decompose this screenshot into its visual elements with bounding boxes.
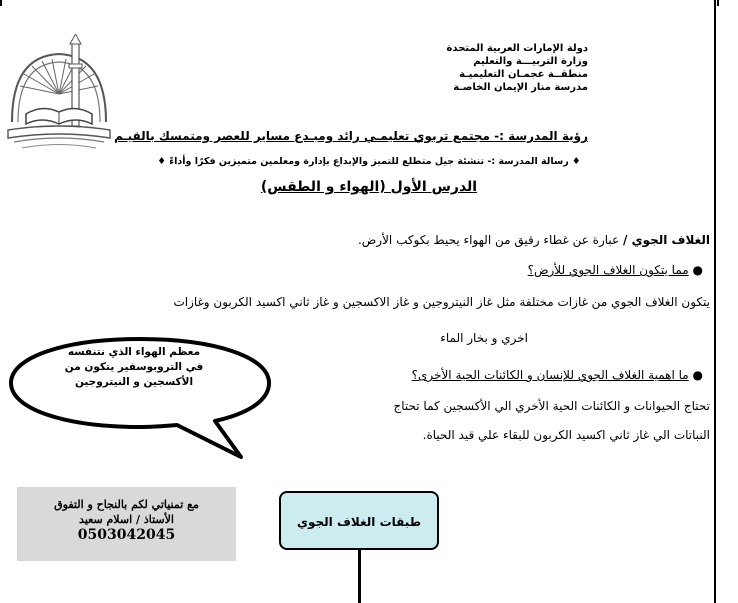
question-1-text: مما يتكون الغلاف الجوي للأرض؟ [527,263,689,277]
speech-bubble-text [20,345,248,390]
header-line-country: دولة الإمارات العربية المتحدة [446,43,588,54]
header-line-school: مدرسة منار الإيمان الخاصـة [453,82,588,93]
school-header [328,42,588,94]
question-2-text: ما اهمية الغلاف الجوي للإنسان و الكائنات الحية الأخرى؟ [411,368,689,382]
question-2 [412,368,703,382]
header-line-zone: منطقــة عجمـان التعليميـة [459,69,588,80]
school-vision [114,129,588,143]
page-frame-top [0,0,719,6]
answer-1-line-2: اخري و بخار الماء [440,331,528,345]
bullet-icon: ● [688,368,703,382]
contact-wishes: مع تمنياتي لكم بالنجاح و التفوق [54,498,199,511]
header-line-ministry: وزارة التربيـــة والتعليم [473,56,588,67]
vision-text: مجتمع تربوي تعليمـي رائد ومبـدع مساير للعصر ومتمسك بالقيـم [114,129,490,143]
layers-connector-line [358,550,361,603]
answer-1-line-1: يتكون الغلاف الجوي من غازات مختلفة مثل غاز النيتروجين و غاز الاكسجين و غاز ثاني اكسيد الكربون وغازات [173,295,710,309]
answer-2-line-2: النباتات الي غاز ثاني اكسيد الكربون للبقاء علي قيد الحياة. [422,428,710,442]
vision-label: رؤية المدرسة :- [494,129,588,143]
definition-term: الغلاف الجوي / [623,233,710,247]
school-mission: ♦ رسالة المدرسة :- تنشئة جيل متطلع للتميز والإبداع بإدارة ومعلمين متميزين فكرًا وأداءً ♦ [157,156,581,167]
bubble-line-2: في التروبوسفير يتكون من [64,361,204,373]
page-right-border [714,0,716,603]
teacher-contact-box [17,487,236,561]
answer-2-line-1: تحتاج الحيوانات و الكائنات الحية الأخري الي الأكسجين كما تحتاج [393,399,710,413]
school-logo-icon [4,34,114,152]
lesson-title: الدرس الأول (الهواء و الطقس) [260,179,478,195]
definition-paragraph [358,233,710,247]
definition-text: عبارة عن غطاء رقيق من الهواء يحيط بكوكب الأرض. [357,233,624,247]
question-1 [528,263,703,277]
bubble-line-3: الأكسجين و النيتروجين [74,376,194,388]
bubble-line-1: معظم الهواء الذي نتنفسه [67,346,201,358]
contact-teacher-name: الأستاذ / اسلام سعيد [79,513,174,526]
atmosphere-layers-box: طبقات الغلاف الجوي [279,491,439,550]
contact-phone: 0503042045 [77,527,176,543]
bullet-icon: ● [688,263,703,277]
